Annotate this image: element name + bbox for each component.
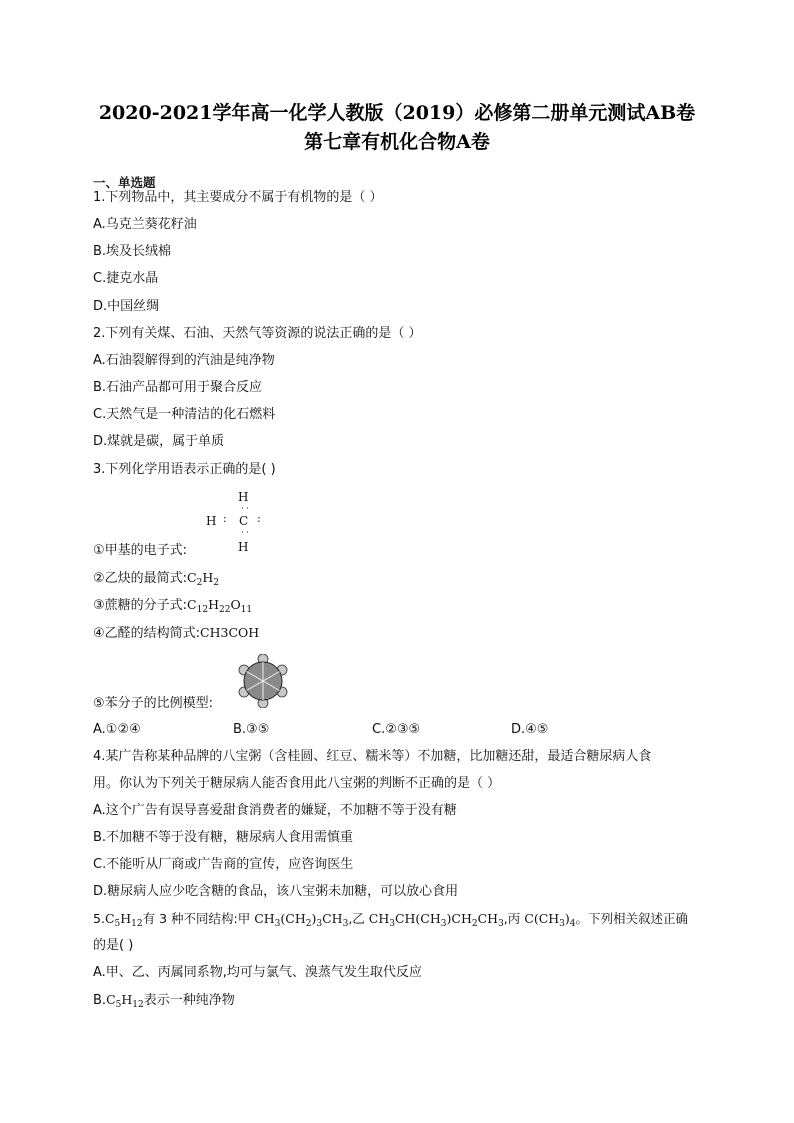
q5-option-b <box>93 992 235 1009</box>
methyl-electron-formula <box>200 488 280 558</box>
q4-option-b: B.不加糖不等于没有糖，糖尿病人食用需慎重 <box>93 830 354 845</box>
subscript: 3 <box>342 919 349 929</box>
q5-stem-line2: 的是( ) <box>93 938 134 953</box>
q5-option-a: A.甲、乙、丙属同系物,均可与氯气、溴蒸气发生取代反应 <box>93 965 422 980</box>
subscript: 2 <box>471 919 478 929</box>
subscript: 3 <box>389 919 395 929</box>
q5-text: 有 3 种不同结构:甲 <box>142 911 255 926</box>
element-c: C <box>104 911 115 926</box>
q3-option-b: B.③⑤ <box>233 722 270 737</box>
q3-stem: 3.下列化学用语表示正确的是( ) <box>93 462 276 477</box>
q1-option-a: A.乌克兰葵花籽油 <box>93 217 197 232</box>
lewis-h-left: H <box>206 514 217 528</box>
subscript: 5 <box>115 1000 122 1010</box>
q1-option-b: B.埃及长绒棉 <box>93 244 172 259</box>
q3-statement-3 <box>93 597 252 614</box>
subscript: 4 <box>569 919 576 929</box>
q3-s4-label: ④乙醛的结构简式: <box>93 626 201 641</box>
q3-statement-5: ⑤苯分子的比例模型: <box>93 696 214 711</box>
q5-stem-line1 <box>93 911 688 927</box>
lewis-dots-left: : <box>223 512 227 525</box>
element-h: H <box>121 992 133 1007</box>
q4-stem-line1: 4.某广告称某种品牌的八宝粥（含桂圆、红豆、糯米等）不加糖，比加糖还甜，最适合糖尿病人食 <box>93 749 652 764</box>
formula-part: ) <box>311 911 317 926</box>
element-h: H <box>208 597 219 612</box>
q3-statement-4 <box>93 625 259 642</box>
q5-number: 5. <box>93 911 105 926</box>
q1-option-d: D.中国丝绸 <box>93 299 160 314</box>
benzene-model-image <box>236 654 290 708</box>
formula-jia <box>254 911 349 929</box>
subscript: 12 <box>131 919 143 929</box>
q2-option-a: A.石油裂解得到的汽油是纯净物 <box>93 353 275 368</box>
section-heading: 一、单选题 <box>93 175 156 190</box>
acetylene-formula <box>187 570 219 588</box>
formula-part: CH <box>477 911 499 926</box>
subscript: 12 <box>132 1000 144 1010</box>
subscript: 12 <box>196 605 209 615</box>
q3-statement-1: ①甲基的电子式: <box>93 543 188 558</box>
formula-part: )CH <box>446 911 472 926</box>
q5-option-b-prefix: B. <box>93 993 107 1008</box>
subscript: 3 <box>316 919 323 929</box>
q1-option-c: C.捷克水晶 <box>93 271 159 286</box>
lewis-dots-bottom: ·· <box>241 528 251 538</box>
lewis-h-top: H <box>238 490 249 504</box>
subscript: 2 <box>305 919 312 929</box>
q2-stem: 2.下列有关煤、石油、天然气等资源的说法正确的是（ ） <box>93 326 422 341</box>
q4-option-c: C.不能听从厂商或广告商的宣传，应咨询医生 <box>93 857 354 872</box>
sucrose-formula <box>187 597 253 615</box>
element-o: O <box>230 597 241 612</box>
q4-option-d: D.糖尿病人应少吃含糖的食品，该八宝粥未加糖，可以放心食用 <box>93 884 459 899</box>
page-title-line2: 第七章有机化合物A卷 <box>304 131 490 153</box>
subscript: 3 <box>498 919 504 929</box>
subscript: 5 <box>114 919 121 929</box>
element-h: H <box>202 570 214 585</box>
formula-part: CH <box>254 911 275 926</box>
subscript: 2 <box>213 578 219 588</box>
element-h: H <box>120 911 132 926</box>
q2-option-c: C.天然气是一种清洁的化石燃料 <box>93 407 276 422</box>
q2-option-d: D.煤就是碳，属于单质 <box>93 434 225 449</box>
q3-statement-2 <box>93 570 219 587</box>
lewis-dots-top: ·· <box>241 504 251 514</box>
q5-text: 。下列相关叙述正确 <box>575 911 689 926</box>
formula-part: C(CH <box>524 911 560 926</box>
q4-stem-line2: 用。你认为下列关于糖尿病人能否食用此八宝粥的判断不正确的是（ ） <box>93 776 501 791</box>
q5-option-b-text: 表示一种纯净物 <box>143 993 235 1008</box>
subscript: 3 <box>440 919 447 929</box>
subscript: 22 <box>218 605 231 615</box>
lewis-h-bottom: H <box>238 540 249 554</box>
element-c: C <box>106 992 116 1007</box>
subscript: 3 <box>559 919 565 929</box>
formula-part: CH <box>322 911 343 926</box>
q5-text: ,丙 <box>503 911 525 926</box>
lewis-dots-right: : <box>257 512 261 525</box>
page-title-line1: 2020-2021学年高一化学人教版（2019）必修第二册单元测试AB卷 <box>98 102 696 124</box>
formula-yi <box>368 911 504 929</box>
pentane-formula <box>106 992 144 1010</box>
q3-option-a: A.①②④ <box>93 722 141 737</box>
lewis-c: C <box>239 514 249 528</box>
q4-option-a: A.这个广告有误导喜爱甜食消费者的嫌疑，不加糖不等于没有糖 <box>93 803 457 818</box>
q3-option-c: C.②③⑤ <box>372 722 421 737</box>
subscript: 11 <box>240 605 253 615</box>
formula-bing <box>524 911 576 929</box>
element-c: C <box>187 597 197 612</box>
formula-part: (CH <box>280 911 306 926</box>
q3-s2-label: ②乙炔的最简式: <box>93 571 188 586</box>
formula-part: CH <box>368 911 390 926</box>
q2-option-b: B.石油产品都可用于聚合反应 <box>93 380 263 395</box>
formula-part: ) <box>564 911 570 926</box>
q1-stem: 1.下列物品中，其主要成分不属于有机物的是（ ） <box>93 190 383 205</box>
element-c: C <box>187 570 197 585</box>
subscript: 2 <box>196 578 203 588</box>
formula-part: CH(CH <box>394 911 441 926</box>
q5-text: ,乙 <box>348 911 369 926</box>
q3-s3-label: ③蔗糖的分子式: <box>93 598 188 613</box>
pentane-formula <box>104 911 143 929</box>
acetaldehyde-formula: CH3COH <box>200 625 260 640</box>
q3-option-d: D.④⑤ <box>511 722 549 737</box>
subscript: 3 <box>274 919 281 929</box>
